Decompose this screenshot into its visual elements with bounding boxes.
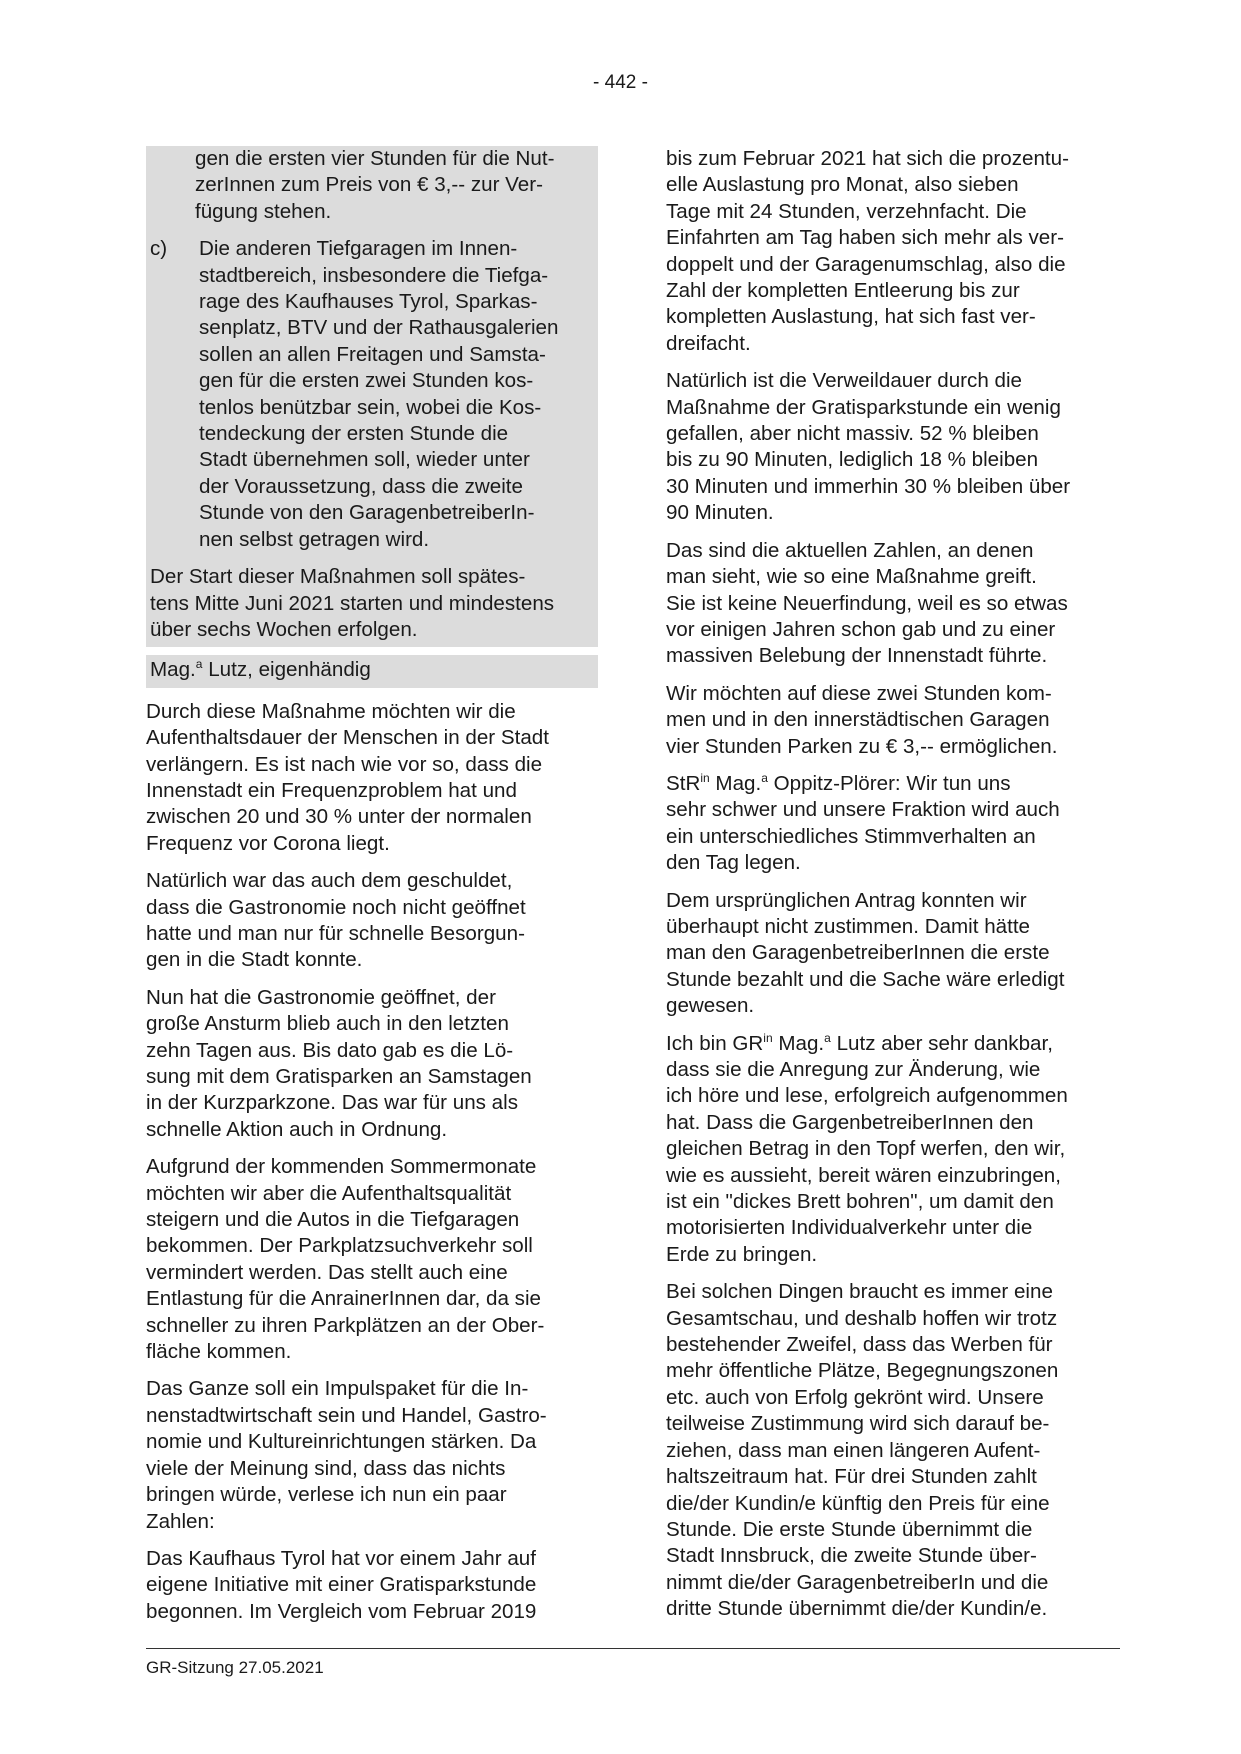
paragraph: Das Ganze soll ein Impulspaket für die In- nenstadtwirtschaft sein und Handel, Gastro- nomie und Kultureinrichtungen stärken. Da viele der Meinung sind, dass das nichts bringen würde, verlese ich nun ein paar Zahlen: [146,1377,547,1533]
motion-continuation: gen die ersten vier Stunden für die Nut- zerInnen zum Preis von € 3,-- zur Ver- fügung stehen. [195,147,555,223]
p7-text-b: Mag. [772,1031,825,1055]
paragraph: Das sind die aktuellen Zahlen, an denen man sieht, wie so eine Maßnahme greift. Sie ist keine Neuerfindung, weil es so etwas vor einigen Jahren schon gab und zu einer massiven Belebung der Innenstadt führte. [666,538,1068,668]
p7-text-a: Ich bin GR [666,1031,764,1055]
paragraph: Natürlich ist die Verweildauer durch die Maßnahme der Gratisparkstunde ein wenig gefallen, aber nicht massiv. 52 % bleiben bis zu 90 Minuten, lediglich 18 % bleiben 30 Minuten und immerhin 30 % bleiben über 90 Minuten. [666,369,1071,525]
paragraph [666,1031,1126,1269]
motion-start-text: Der Start dieser Maßnahmen soll spätes- tens Mitte Juni 2021 starten und mindestens über sechs Wochen erfolgen. [150,565,555,641]
motion-item-c [146,236,598,553]
paragraph: Nun hat die Gastronomie geöffnet, der große Ansturm blieb auch in den letzten zehn Tagen aus. Bis dato gab es die Lö- sung mit dem Gratisparken an Samstagen in der Kurzparkzone. Das war für uns als schnelle Aktion auch in Ordnung. [146,985,532,1141]
paragraph: Das Kaufhaus Tyrol hat vor einem Jahr auf eigene Initiative mit einer Gratisparkstunde begonnen. Im Vergleich vom Februar 2019 [146,1546,537,1623]
speaker-text: Wir tun uns sehr schwer und unsere Fraktion wird auch ein unterschiedliches Stimmverhalten an den Tag legen. [666,771,1060,875]
paragraph: Natürlich war das auch dem geschuldet, dass die Gastronomie noch nicht geöffnet hatte und man nur für schnelle Besorgun- gen in die Stadt konnte. [146,869,526,972]
p7-text-c: Lutz aber sehr dankbar, dass sie die Anregung zur Änderung, wie ich höre und lese, erfolgreich aufgenommen hat. Dass die GargenbetreiberInnen den gleichen Betrag in den Topf werfen, den wir, wie es aussieht, bereit wären einzubringen, ist ein "dickes Brett bohren", um damit den motorisierten Individualverkehr unter die Erde zu bringen. [666,1031,1068,1266]
speaker-mag: Mag. [709,771,762,795]
footer-divider [146,1648,1120,1649]
paragraph: Aufgrund der kommenden Sommermonate möchten wir aber die Aufenthaltsqualität steigern und die Autos in die Tiefgaragen bekommen. Der Parkplatzsuchverkehr soll vermindert werden. Das stellt auch eine Entlastung für die AnrainerInnen dar, da sie schneller zu ihren Parkplätzen an der Ober- fläche kommen. [146,1155,545,1364]
paragraph: Durch diese Maßnahme möchten wir die Aufenthaltsdauer der Menschen in der Stadt verlängern. Es ist nach wie vor so, dass die Innenstadt ein Frequenzproblem hat und zwischen 20 und 30 % unter der normalen Frequenz vor Corona liegt. [146,699,549,855]
signature-rest: Lutz, eigenhändig [202,658,371,682]
paragraph: bis zum Februar 2021 hat sich die prozentu- elle Auslastung pro Monat, also sieben Tage mit 24 Stunden, verzehnfacht. Die Einfahrten am Tag haben sich mehr als ver- doppelt und der Garagenumschlag, also die Zahl der kompletten Entleerung bis zur kompletten Auslastung, hat sich fast ver- dreifacht. [666,147,1069,355]
speaker-sup-in: in [700,771,710,786]
speaker-sup-a: a [761,771,768,786]
speaker-str: StR [666,771,701,795]
p7-sup-a: a [824,1030,831,1045]
paragraph: Wir möchten auf diese zwei Stunden kom- men und in den innerstädtischen Garagen vier Stunden Parken zu € 3,-- ermöglichen. [666,681,1058,758]
item-c-marker: c) [150,237,168,261]
left-column [146,146,598,1636]
page-number: - 442 - [593,72,648,93]
item-c-text: Die anderen Tiefgaragen im Innen- stadtbereich, insbesondere die Tiefga- rage des Kaufhauses Tyrol, Sparkas- senplatz, BTV und der Rathausgalerien sollen an allen Freitagen und Samsta- gen für die ersten zwei Stunden kos- tenlos benützbar sein, wobei die Kos- tendeckung der ersten Stunde die Stadt übernehmen soll, wieder unter der Voraussetzung, dass die zweite Stunde von den GaragenbetreiberIn- nen selbst getragen wird. [199,237,559,551]
paragraph: Bei solchen Dingen braucht es immer eine Gesamtschau, und deshalb hoffen wir trotz bestehender Zweifel, dass das Werben für mehr öffentliche Plätze, Begegnungszonen etc. auch von Erfolg gekrönt wird. Unsere teilweise Zustimmung wird sich darauf be- ziehen, dass man einen längeren Aufent- haltszeitraum hat. Für drei Stunden zahlt die/der Kundin/e künftig den Preis für eine Stunde. Die erste Stunde übernimmt die Stadt Innsbruck, die zweite Stunde über- nimmt die/der GaragenbetreiberIn und die dritte Stunde übernimmt die/der Kundin/e. [666,1280,1059,1621]
speaker-name: Oppitz-Plörer: [767,771,901,795]
right-column [666,146,1126,1634]
paragraph: Dem ursprünglichen Antrag konnten wir überhaupt nicht zustimmen. Damit hätte man den GaragenbetreiberInnen die erste Stunde bezahlt und die Sache wäre erledigt gewesen. [666,888,1065,1018]
signature-sup: a [195,657,203,672]
shaded-motion-block [146,146,598,647]
p7-sup-in: in [763,1030,773,1045]
motion-signature [146,655,598,687]
speaker-paragraph [666,771,1126,877]
footer-session-date: GR-Sitzung 27.05.2021 [146,1658,324,1677]
signature-mag: Mag. [150,658,196,682]
